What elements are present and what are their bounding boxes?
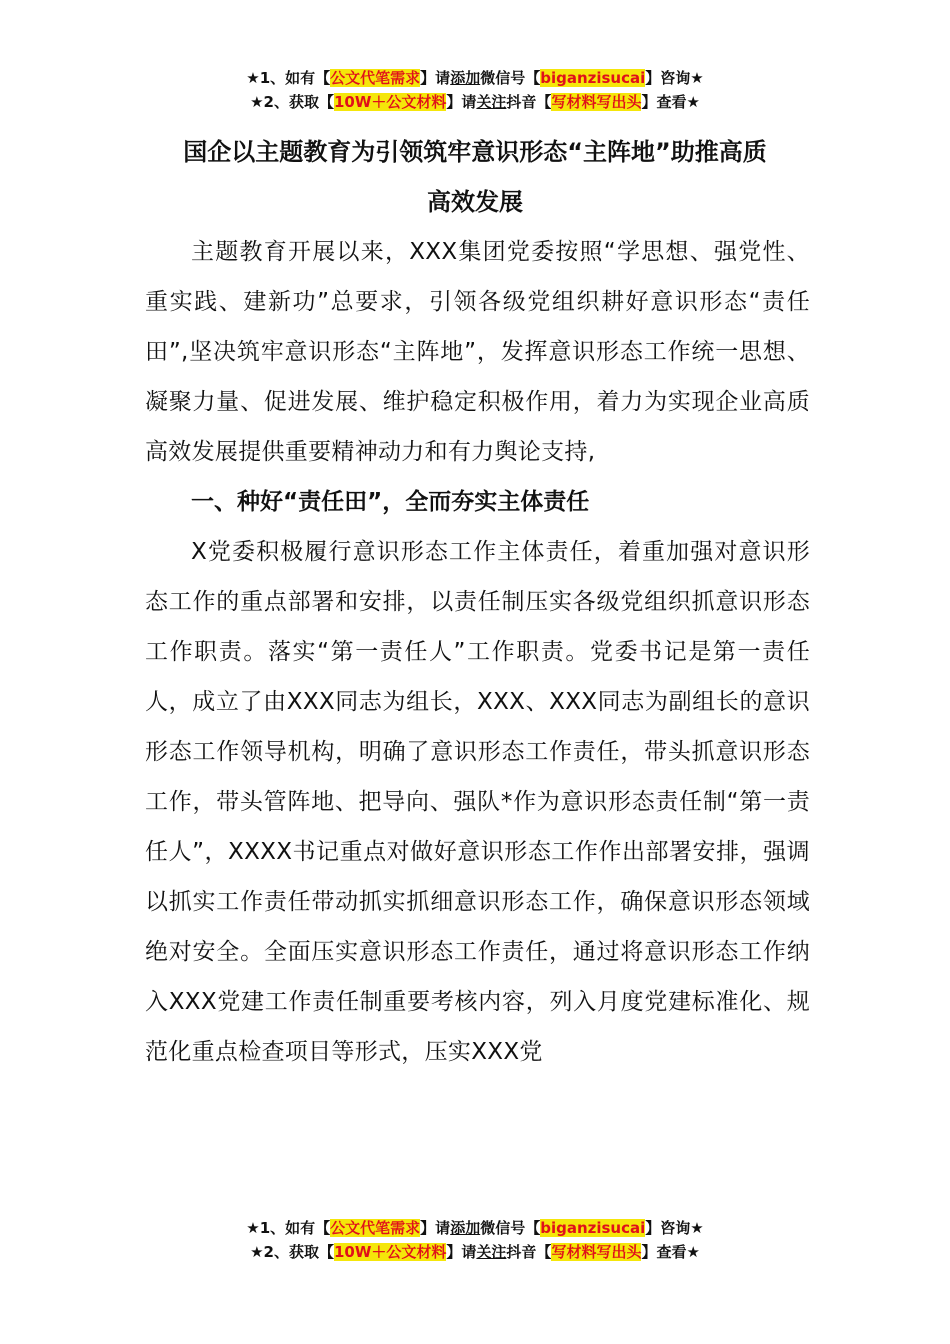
banner-line-1	[0, 66, 950, 90]
title-line-1: 国企以主题教育为引领筑牢意识形态“主阵地”助推高质	[183, 138, 767, 166]
banner-line-2	[0, 90, 950, 114]
banner-text: 】咨询★	[645, 1219, 704, 1237]
banner-emphasis: 添加	[450, 1219, 481, 1237]
banner-emphasis: 添加	[450, 69, 481, 87]
banner-text: 微信号【	[480, 1219, 541, 1237]
banner-highlight: biganzisucai	[540, 69, 646, 87]
banner-highlight: biganzisucai	[540, 1219, 646, 1237]
banner-text: ★2、获取【	[250, 1243, 334, 1261]
top-banner	[0, 66, 950, 114]
banner-text: 】请	[420, 1219, 451, 1237]
banner-highlight: 公文代笔需求	[330, 1219, 421, 1237]
banner-highlight: 公文代笔需求	[330, 69, 421, 87]
document-body	[145, 227, 810, 1077]
banner-highlight: 写材料写出头	[551, 93, 642, 111]
banner-text: 微信号【	[480, 69, 541, 87]
section-paragraph: X党委积极履行意识形态工作主体责任，着重加强对意识形态工作的重点部署和安排，以责任制压实各级党组织抓意识形态工作职责。落实“第一责任人”工作职责。党委书记是第一责任人，成立了由XXX同志为组长，XXX、XXX同志为副组长的意识形态工作领导机构，明确了意识形态工作责任，带头抓意识形态工作，带头管阵地、把导向、强队*作为意识形态责任制“第一责任人”，XXXX书记重点对做好意识形态工作作出部署安排，强调以抓实工作责任带动抓实抓细意识形态工作，确保意识形态领域绝对安全。全面压实意识形态工作责任，通过将意识形态工作纳入XXX党建工作责任制重要考核内容，列入月度党建标准化、规范化重点检查项目等形式，压实XXX党	[145, 539, 810, 1065]
banner-text: ★1、如有【	[246, 1219, 331, 1237]
banner-text: 】咨询★	[645, 69, 704, 87]
banner-text: 】查看★	[641, 1243, 700, 1261]
banner-text: ★2、获取【	[250, 93, 334, 111]
banner-highlight: 10W＋公文材料	[333, 1243, 447, 1261]
document-title	[0, 127, 950, 227]
banner-text: ★1、如有【	[246, 69, 331, 87]
banner-text: 抖音【	[506, 93, 552, 111]
banner-text: 】请	[446, 1243, 477, 1261]
banner-text: 抖音【	[506, 1243, 552, 1261]
banner-highlight: 10W＋公文材料	[333, 93, 447, 111]
intro-paragraph: 主题教育开展以来，XXX集团党委按照“学思想、强党性、重实践、建新功”总要求，引领各级党组织耕好意识形态“责任田”,坚决筑牢意识形态“主阵地”，发挥意识形态工作统一思想、凝聚力量、促进发展、维护稳定积极作用，着力为实现企业高质高效发展提供重要精神动力和有力舆论支持,	[145, 239, 810, 465]
banner-text: 】请	[446, 93, 477, 111]
banner-text: 】查看★	[641, 93, 700, 111]
banner-line-1	[0, 1216, 950, 1240]
banner-highlight: 写材料写出头	[551, 1243, 642, 1261]
banner-emphasis: 关注	[476, 1243, 507, 1261]
bottom-banner	[0, 1216, 950, 1264]
banner-text: 】请	[420, 69, 451, 87]
section-heading: 一、种好“责任田”，全而夯实主体责任	[191, 489, 590, 515]
banner-emphasis: 关注	[476, 93, 507, 111]
title-line-2: 高效发展	[427, 188, 523, 216]
banner-line-2	[0, 1240, 950, 1264]
